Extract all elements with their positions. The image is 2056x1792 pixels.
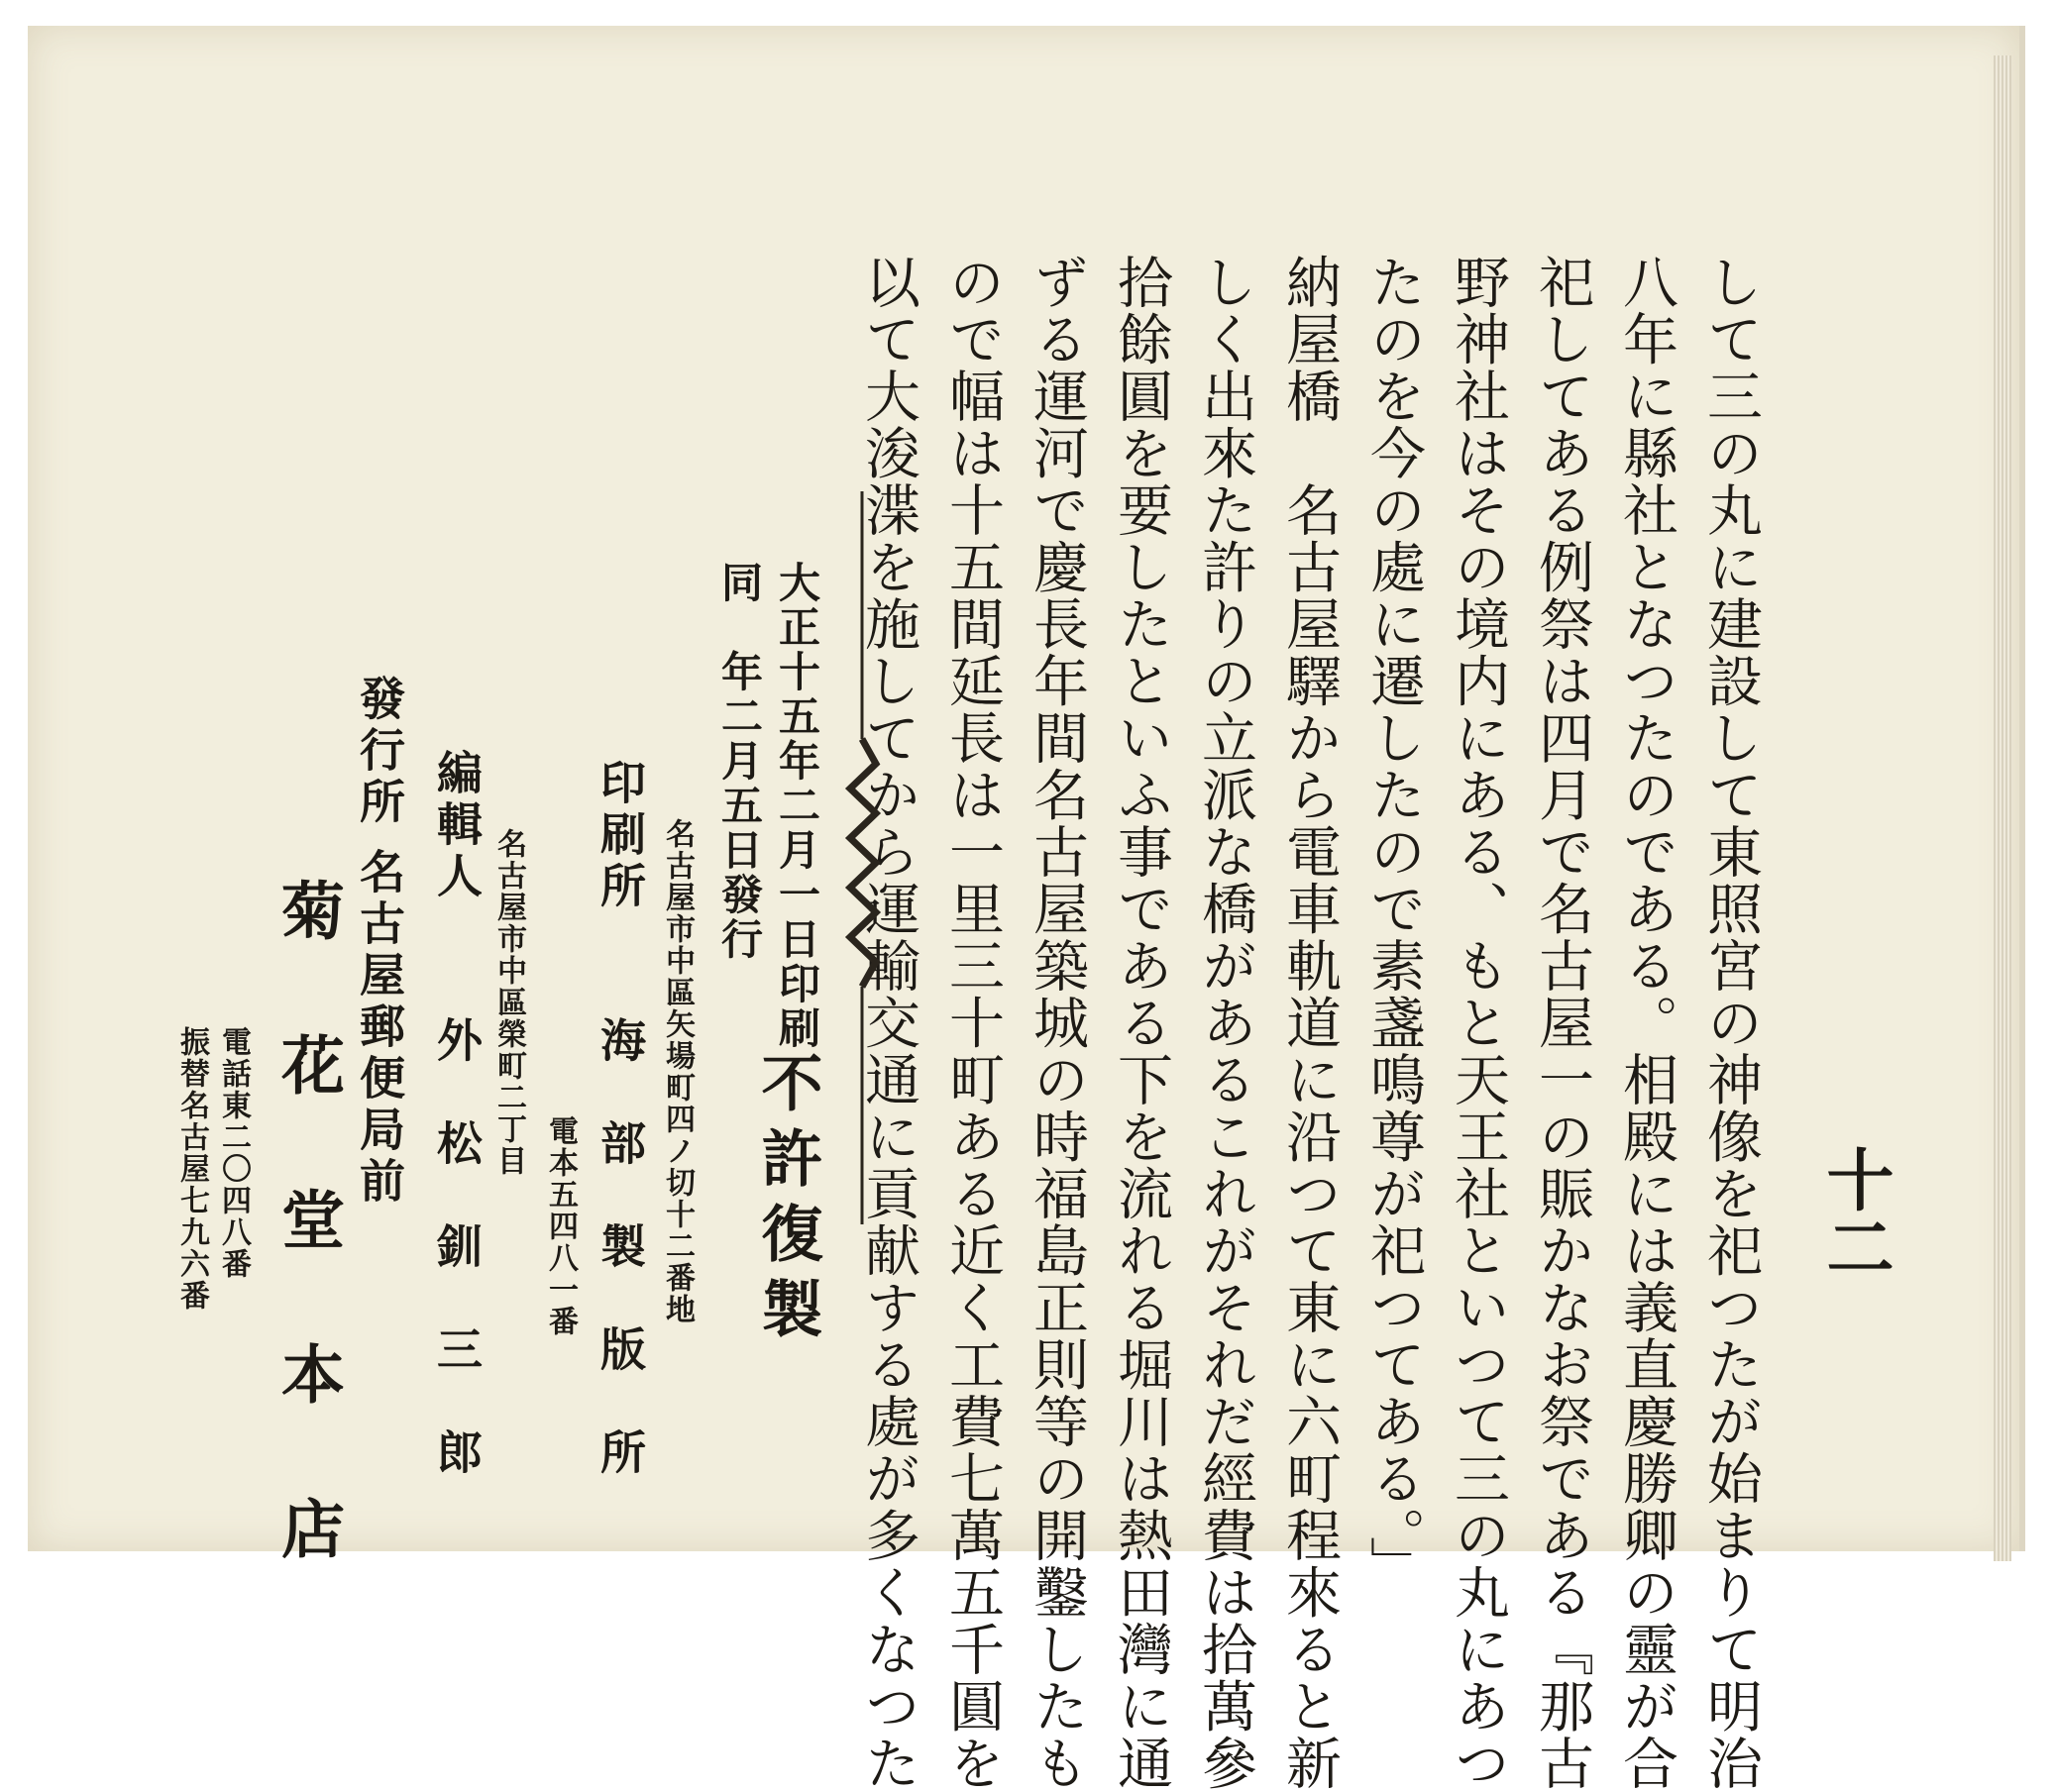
body-line-1: して三の丸に建設して東照宮の神像を祀つたが始まりて明治 [1698,254,1763,1792]
publisher-location: 名古屋郵便局前 [353,848,406,1209]
copyright-notice: 不許復製 [751,1051,823,1352]
printer-phone: 電本五四八一番 [543,1115,578,1337]
body-line-3: 祀してある例祭は四月で名古屋一の賑かなお祭である『那古 [1530,254,1594,1792]
body-line-7: しく出來た許りの立派な橋があるこれがそれだ經費は拾萬參 [1193,254,1257,1792]
page-number: 十二 [1815,1145,1894,1280]
book-page [28,26,2025,1792]
editor-address: 名古屋市中區榮町二丁目 [491,828,526,1177]
body-line-10: ので幅は十五間延長は一里三十町ある近く工費七萬五千圓を [940,254,1005,1792]
body-line-2: 八年に縣社となつたのである。相殿には義直慶勝卿の靈が合 [1614,254,1678,1792]
print-date: 大正十五年二月一日印刷 [773,561,821,1051]
ornamental-divider [842,491,882,1224]
publisher-label: 發行所 [353,675,406,829]
editor-label: 編輯人 [430,749,484,903]
publisher-transfer-account: 振替名古屋七九六番 [174,1026,209,1312]
printer-label: 印刷所 [594,759,647,913]
editor-name: 外 松 釧 三 郎 [430,1016,484,1480]
publisher-phone: 電話東二〇四八番 [216,1026,251,1280]
printer-address: 名古屋市中區矢場町四ノ切十二番地 [660,818,695,1325]
printer-name: 海 部 製 版 所 [594,1016,647,1480]
body-line-11: 以て大浚渫を施してから運輸交通に貢献する處が多くなつた [856,254,920,1792]
body-line-4: 野神社はその境内にある、もと天王社といつて三の丸にあつ [1446,254,1510,1792]
publish-date: 同 年二月五日發行 [715,561,764,962]
body-line-6: 納屋橋 名古屋驛から電車軌道に沿つて東に六町程來ると新 [1277,254,1342,1792]
body-line-9: ずる運河で慶長年間名古屋築城の時福島正則等の開鑿したも [1025,254,1089,1792]
body-line-8: 拾餘圓を要したといふ事である下を流れる堀川は熱田灣に通 [1109,254,1173,1792]
publisher-name: 菊 花 堂 本 店 [271,878,345,1573]
page-edge [1994,55,2011,1561]
body-line-5: たのを今の處に遷したので素盞鳴尊が祀つてある。」 [1361,254,1426,1593]
